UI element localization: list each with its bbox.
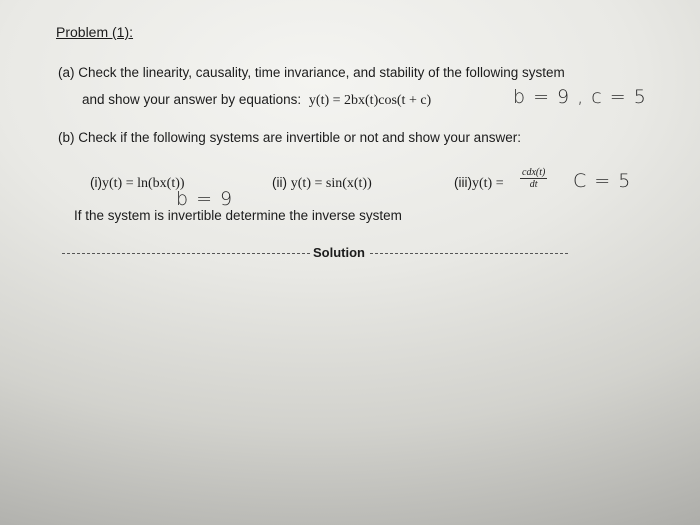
part-b-item-iii [454,175,504,192]
part-b-footer: If the system is invertible determine the inverse system [74,208,402,223]
item-iii-label: (iii) [454,175,472,190]
solution-label: Solution [313,245,365,260]
item-iii-fraction [520,167,547,190]
solution-divider-left [62,253,310,254]
part-a-handwritten-note: b = 9 , c = 5 [513,86,647,108]
problem-title: Problem (1): [56,24,134,40]
item-ii-equation: y(t) = sin(x(t)) [290,176,372,191]
item-i-handwritten-note: b = 9 [176,188,234,210]
part-b-item-ii [272,175,372,192]
item-i-equation: y(t) = ln(bx(t)) [102,176,185,191]
part-a-line2-text: and show your answer by equations: [82,92,302,107]
item-i-label: (i) [90,175,102,190]
fraction-denominator: dt [529,179,538,190]
part-a-line1: (a) Check the linearity, causality, time invariance, and stability of the following system [58,65,565,80]
solution-divider-right [370,253,568,254]
item-iii-handwritten-note: C = 5 [573,170,632,192]
part-b-item-i [90,175,185,192]
part-b-intro: (b) Check if the following systems are invertible or not and show your answer: [58,130,521,145]
fraction-numerator: cdx(t) [522,167,546,178]
part-a-line2 [82,92,431,109]
item-ii-label: (ii) [272,175,287,190]
item-iii-equation-lhs: y(t) = [472,176,504,191]
part-a-equation: y(t) = 2bx(t)cos(t + c) [308,93,432,108]
